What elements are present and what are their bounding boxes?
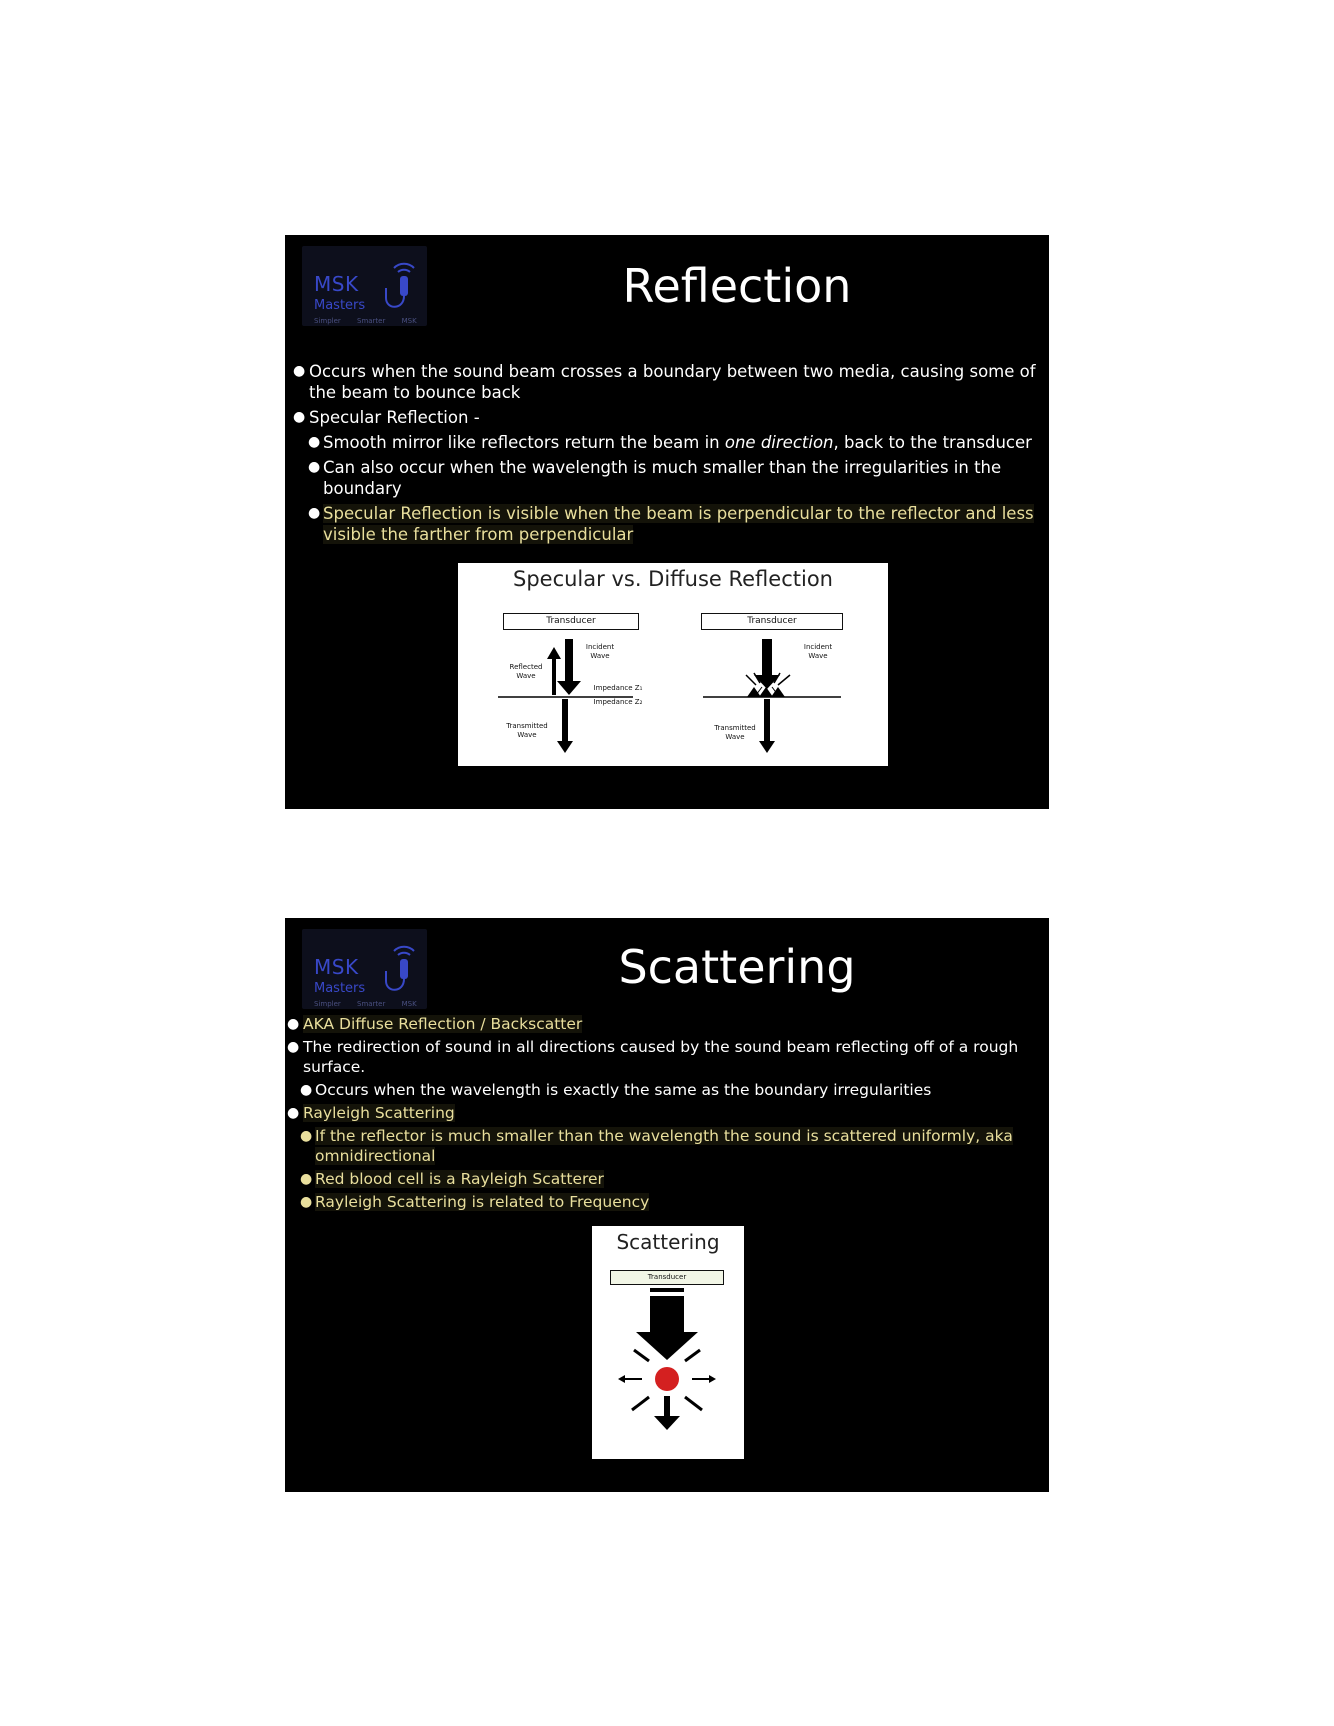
- bullet-text: AKA Diffuse Reflection / Backscatter: [303, 1015, 583, 1033]
- right-transmitted-label: Transmitted Wave: [714, 724, 756, 741]
- bullet-dot-icon: ●: [293, 363, 306, 379]
- diagram-title: Scattering: [616, 1230, 720, 1254]
- ultrasound-probe-icon: [380, 258, 420, 318]
- bullet-item: [287, 1080, 1041, 1100]
- logo-tagline: Simpler Smarter MSK: [314, 1000, 417, 1008]
- logo-brand-bottom: Masters: [314, 298, 366, 313]
- logo-brand-top: MSK: [314, 272, 359, 296]
- left-transmitted-label: Transmitted Wave: [506, 722, 548, 739]
- bullet-text: Red blood cell is a Rayleigh Scatterer: [315, 1170, 604, 1188]
- bullet-item-highlighted: [287, 1103, 1041, 1123]
- bullet-item: [293, 361, 1041, 403]
- bullet-dot-icon: ●: [308, 434, 321, 450]
- impedance2-label: Impedance Z₂: [593, 698, 643, 706]
- bullet-dot-icon: ●: [287, 1016, 300, 1032]
- bullet-list: [287, 1014, 1041, 1215]
- transducer-label: Transducer: [610, 1270, 724, 1285]
- bullet-text: Can also occur when the wavelength is much smaller than the irregularities in the boundary: [323, 458, 1002, 498]
- bullet-dot-icon: ●: [300, 1171, 313, 1187]
- bullet-dot-icon: ●: [287, 1039, 300, 1055]
- bullet-dot-icon: ●: [308, 459, 321, 475]
- bullet-text-before: Smooth mirror like reflectors return the beam in: [323, 433, 725, 452]
- bullet-dot-icon: ●: [300, 1128, 313, 1144]
- logo-brand-top: MSK: [314, 955, 359, 979]
- logo-tagline: Simpler Smarter MSK: [314, 317, 417, 325]
- bullet-item-highlighted: [287, 1126, 1041, 1166]
- specular-vs-diffuse-diagram: [458, 563, 888, 766]
- bullet-text: Rayleigh Scattering is related to Frequency: [315, 1193, 650, 1211]
- msk-masters-logo: [302, 929, 427, 1009]
- bullet-dot-icon: ●: [287, 1105, 300, 1121]
- bullet-dot-icon: ●: [308, 505, 321, 521]
- msk-masters-logo: [302, 246, 427, 326]
- bullet-text: The redirection of sound in all directions caused by the sound beam reflecting off of a rough surface.: [303, 1038, 1019, 1076]
- slide-scattering: [285, 918, 1049, 1492]
- right-transducer-label: Transducer: [701, 613, 843, 630]
- bullet-text: Occurs when the wavelength is exactly the same as the boundary irregularities: [315, 1081, 932, 1099]
- left-incident-label: Incident Wave: [585, 643, 615, 660]
- bullet-item-highlighted: [287, 1192, 1041, 1212]
- bullet-text: Rayleigh Scattering: [303, 1104, 455, 1122]
- bullet-dot-icon: ●: [293, 409, 306, 425]
- diagram-title: Specular vs. Diffuse Reflection: [513, 567, 833, 591]
- bullet-text: Specular Reflection is visible when the beam is perpendicular to the reflector and less visible the farther from perpendicular: [323, 504, 1034, 544]
- logo-brand-bottom: Masters: [314, 981, 366, 996]
- bullet-text-after: , back to the transducer: [833, 433, 1032, 452]
- bullet-text-emphasis: one direction: [724, 433, 834, 452]
- right-incident-label: Incident Wave: [803, 643, 833, 660]
- bullet-dot-icon: ●: [300, 1082, 313, 1098]
- slide-title: Reflection: [622, 259, 852, 313]
- scattering-graphic: [592, 1226, 744, 1459]
- bullet-item-highlighted: [287, 1014, 1041, 1034]
- bullet-text: Occurs when the sound beam crosses a boundary between two media, causing some of the beam to bounce back: [309, 362, 1036, 402]
- bullet-item: [287, 1037, 1041, 1077]
- slide-title: Scattering: [618, 940, 856, 994]
- ultrasound-probe-icon: [380, 941, 420, 1001]
- bullet-text: If the reflector is much smaller than the wavelength the sound is scattered uniformly, aka omnidirectional: [315, 1127, 1013, 1165]
- slide-reflection: [285, 235, 1049, 809]
- bullet-text: Specular Reflection -: [309, 408, 480, 427]
- bullet-item: [293, 407, 1041, 428]
- scattering-diagram: [592, 1226, 744, 1459]
- left-reflected-label: Reflected Wave: [509, 663, 543, 680]
- bullet-item: [293, 432, 1041, 453]
- left-transducer-label: Transducer: [503, 613, 639, 630]
- bullet-item: [293, 457, 1041, 499]
- bullet-dot-icon: ●: [300, 1194, 313, 1210]
- bullet-item-highlighted: [287, 1169, 1041, 1189]
- bullet-list: [293, 361, 1041, 549]
- impedance1-label: Impedance Z₁: [593, 684, 643, 692]
- bullet-item-highlighted: [293, 503, 1041, 545]
